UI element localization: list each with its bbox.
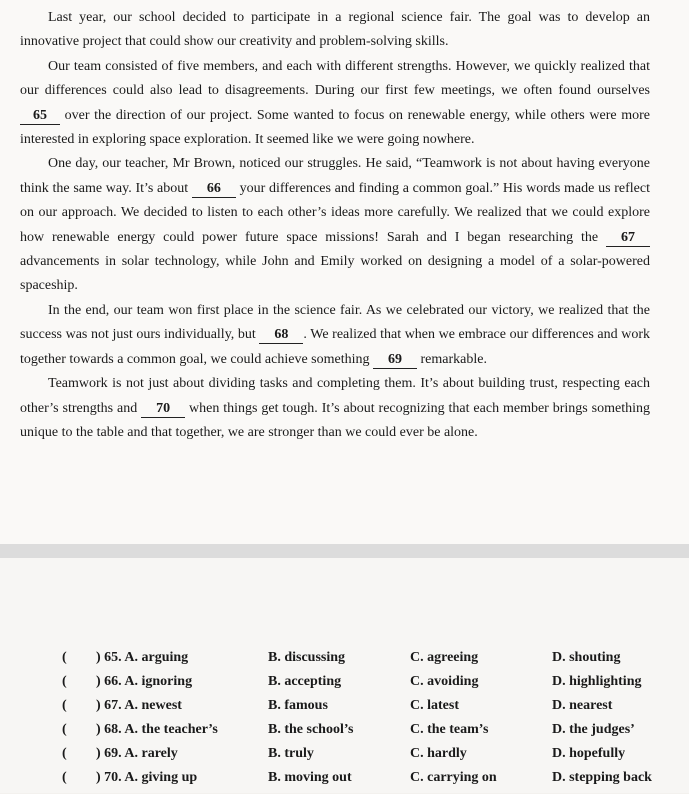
option-c[interactable]: C. carrying on — [410, 770, 497, 785]
option-row-66 — [0, 674, 689, 698]
option-c[interactable]: C. agreeing — [410, 650, 479, 665]
blank-65[interactable]: 65 — [20, 108, 60, 125]
option-a[interactable]: ) 68. A. the teacher’s — [96, 722, 218, 737]
paragraph-4-text-a: In the end, our team won first place in the science fair. As we celebrated our victory, we realized that the success was not just ours individually, but — [20, 302, 650, 343]
option-c[interactable]: C. latest — [410, 698, 459, 713]
option-c[interactable]: C. the team’s — [410, 722, 489, 737]
option-c[interactable]: C. avoiding — [410, 674, 479, 689]
option-a[interactable]: ) 70. A. giving up — [96, 770, 198, 785]
answer-paren[interactable]: ( — [62, 722, 67, 737]
paragraph-1-text: Last year, our school decided to participate in a regional science fair. The goal was to develop an innovative project that could show our creativity and problem-solving skills. — [20, 10, 650, 50]
option-row-65 — [0, 650, 689, 674]
option-d[interactable]: D. shouting — [552, 650, 621, 665]
option-row-69 — [0, 746, 689, 770]
option-d[interactable]: D. hopefully — [552, 746, 626, 761]
option-a[interactable]: ) 66. A. ignoring — [96, 674, 193, 689]
paragraph-5 — [20, 372, 650, 445]
option-b[interactable]: B. the school’s — [268, 722, 354, 737]
paragraph-4-text-c: remarkable. — [417, 351, 487, 367]
paragraph-3-text-a: One day, our teacher, Mr Brown, noticed our struggles. He said, “Teamwork is not about having everyone think the same way. It’s about — [20, 156, 650, 196]
option-a[interactable]: ) 67. A. newest — [96, 698, 182, 713]
paragraph-3-text-b: your differences and finding a common goal.” His words made us reflect on our approach. We decided to listen to each other’s ideas more carefully. We realized that we could explore how renewable energy could power future space missions! Sarah and I began researching the — [20, 180, 650, 245]
option-row-70 — [0, 770, 689, 794]
blank-69[interactable]: 69 — [373, 352, 417, 369]
option-a[interactable]: ) 69. A. rarely — [96, 746, 178, 761]
section-divider — [0, 544, 689, 558]
blank-68[interactable]: 68 — [259, 327, 303, 344]
paragraph-3-text-c: advancements in solar technology, while John and Emily worked on designing a model of a solar-powered spaceship. — [20, 254, 650, 294]
answer-paren[interactable]: ( — [62, 746, 67, 761]
paragraph-5-text-a: Teamwork is not just about dividing tasks and completing them. It’s about building trust, respecting each other’s strengths and — [20, 376, 650, 416]
option-d[interactable]: D. the judges’ — [552, 722, 635, 737]
paragraph-2-text-a: Our team consisted of five members, and each with different strengths. However, we quickly realized that our differences could also lead to disagreements. During our first few meetings, we often found ourselves — [20, 58, 650, 99]
paragraph-1 — [20, 6, 650, 55]
paragraph-4-text-b: . We realized that when we embrace our differences and work together towards a common goal, we could achieve something — [20, 327, 650, 367]
paragraph-5-text-b: when things get tough. It’s about recognizing that each member brings something unique to the table and that together, we are stronger than we could ever be alone. — [20, 400, 650, 440]
option-a[interactable]: ) 65. A. arguing — [96, 650, 189, 665]
option-b[interactable]: B. truly — [268, 746, 314, 761]
option-row-68 — [0, 722, 689, 746]
answer-paren[interactable]: ( — [62, 674, 67, 689]
paragraph-3 — [20, 152, 650, 298]
option-d[interactable]: D. nearest — [552, 698, 613, 713]
option-b[interactable]: B. discussing — [268, 650, 346, 665]
blank-70[interactable]: 70 — [141, 401, 185, 418]
option-row-67 — [0, 698, 689, 722]
option-b[interactable]: B. moving out — [268, 770, 352, 785]
passage-text — [20, 6, 650, 445]
options-section — [0, 558, 689, 793]
option-b[interactable]: B. accepting — [268, 674, 342, 689]
paragraph-4 — [20, 299, 650, 372]
answer-paren[interactable]: ( — [62, 650, 67, 665]
option-d[interactable]: D. stepping back — [552, 770, 652, 785]
blank-66[interactable]: 66 — [192, 181, 236, 198]
answer-paren[interactable]: ( — [62, 698, 67, 713]
answer-paren[interactable]: ( — [62, 770, 67, 785]
option-b[interactable]: B. famous — [268, 698, 328, 713]
option-d[interactable]: D. highlighting — [552, 674, 642, 689]
blank-67[interactable]: 67 — [606, 230, 650, 247]
paragraph-2 — [20, 55, 650, 153]
paragraph-2-text-b: over the direction of our project. Some wanted to focus on renewable energy, while others were more interested in exploring space exploration. It seemed like we were going nowhere. — [20, 107, 650, 148]
option-c[interactable]: C. hardly — [410, 746, 467, 761]
